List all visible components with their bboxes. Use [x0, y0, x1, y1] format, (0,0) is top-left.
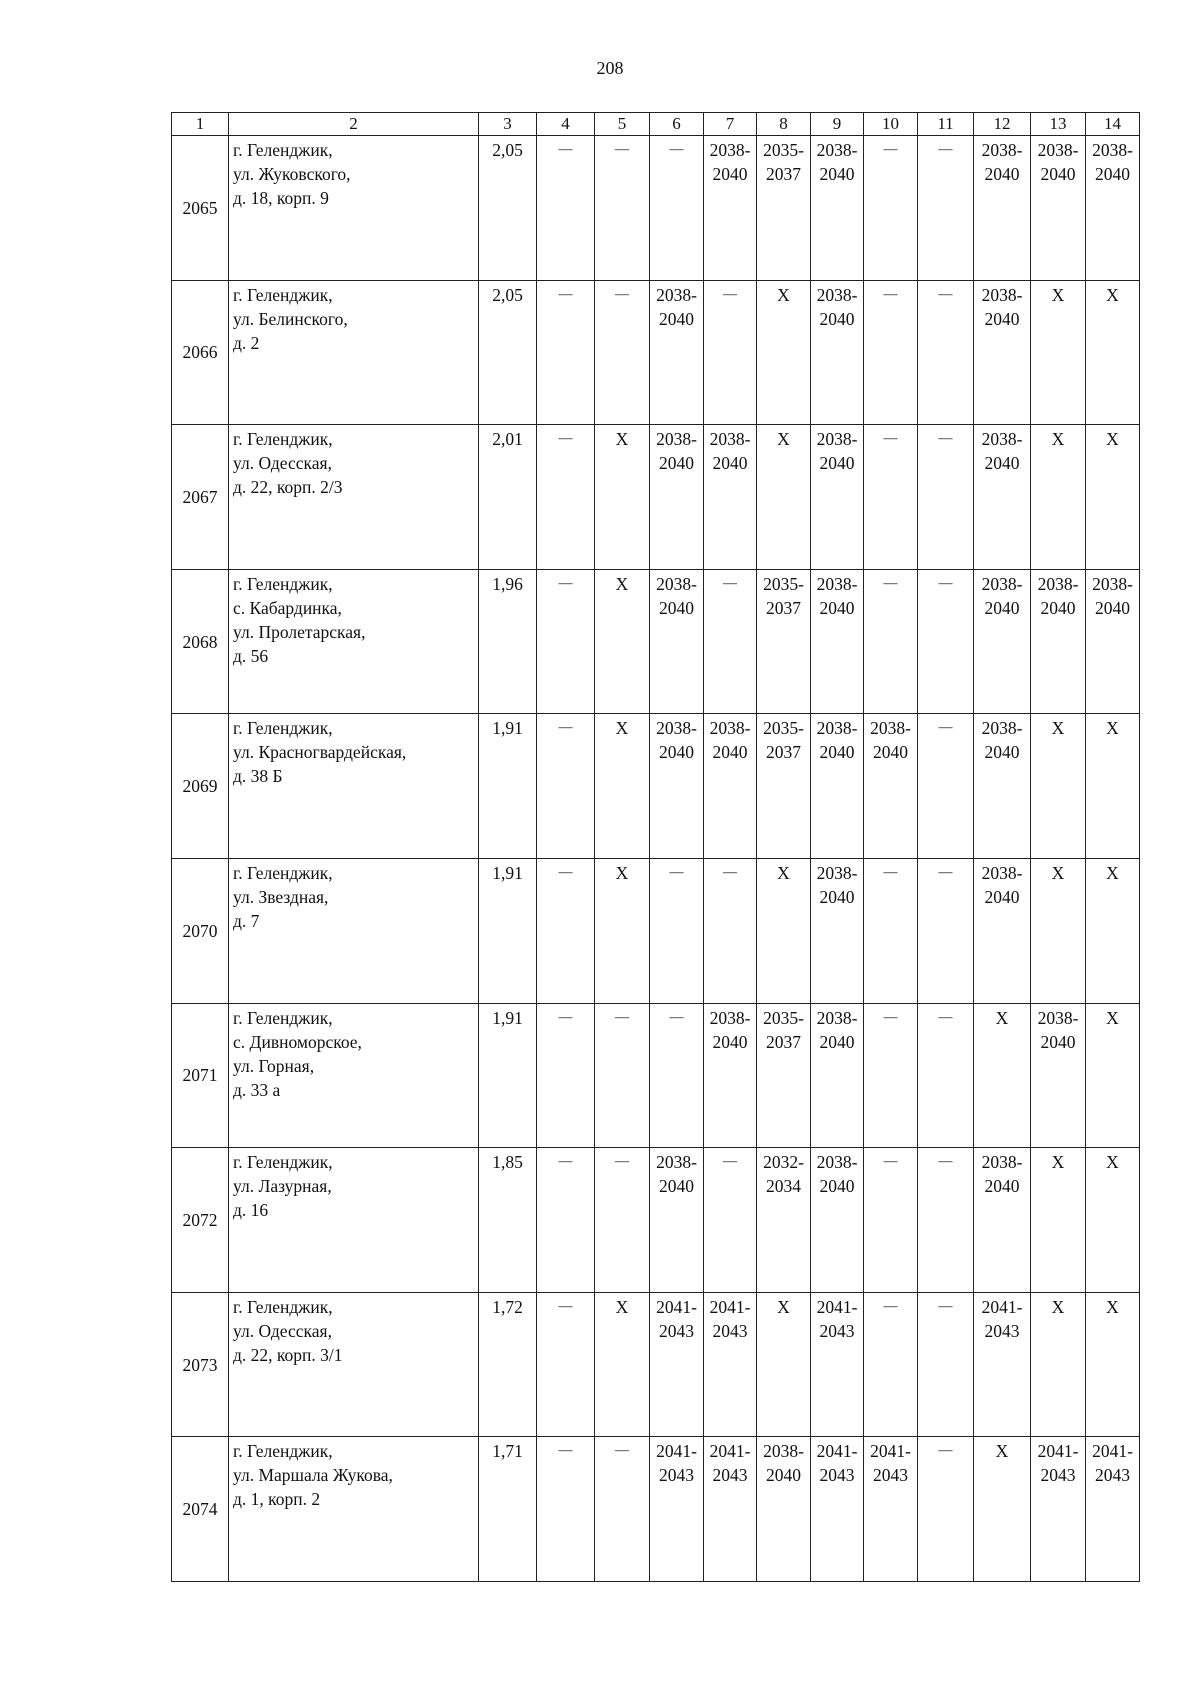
table-row: [172, 1292, 1140, 1437]
table-row: [172, 280, 1140, 425]
cell-col-5: —: [595, 1148, 650, 1293]
table-row: [172, 569, 1140, 714]
cell-col-14: X: [1086, 1148, 1140, 1293]
cell-col-8: 2035- 2037: [757, 569, 811, 714]
cell-col-6: —: [650, 136, 704, 281]
column-header: 3: [479, 113, 537, 136]
cell-col-5: —: [595, 1437, 650, 1582]
cell-col-3: 2,01: [479, 425, 537, 570]
cell-col-7: —: [704, 1148, 757, 1293]
cell-col-10: —: [864, 136, 918, 281]
cell-col-13: X: [1031, 714, 1086, 859]
cell-col-12: X: [974, 1437, 1031, 1582]
column-header: 9: [811, 113, 864, 136]
cell-col-5: X: [595, 858, 650, 1003]
table-row: [172, 136, 1140, 281]
column-header: 1: [172, 113, 229, 136]
cell-col-8: 2035- 2037: [757, 136, 811, 281]
cell-col-5: X: [595, 569, 650, 714]
housing-register-table: [171, 112, 1140, 1582]
cell-col-11: —: [918, 569, 974, 714]
cell-col-3: 1,96: [479, 569, 537, 714]
cell-col-13: X: [1031, 1148, 1086, 1293]
cell-col-4: —: [537, 714, 595, 859]
cell-col-13: X: [1031, 1292, 1086, 1437]
column-header: 11: [918, 113, 974, 136]
cell-col-11: —: [918, 1437, 974, 1582]
cell-col-10: 2041- 2043: [864, 1437, 918, 1582]
cell-col-12: 2038- 2040: [974, 425, 1031, 570]
cell-col-4: —: [537, 1292, 595, 1437]
cell-col-7: 2038- 2040: [704, 714, 757, 859]
row-number: 2070: [172, 858, 229, 1003]
cell-col-12: 2038- 2040: [974, 714, 1031, 859]
cell-col-9: 2038- 2040: [811, 280, 864, 425]
cell-col-10: —: [864, 858, 918, 1003]
cell-col-14: 2038- 2040: [1086, 136, 1140, 281]
address-cell: г. Геленджик, ул. Красногвардейская, д. 38 Б: [229, 714, 479, 859]
column-header: 10: [864, 113, 918, 136]
cell-col-3: 2,05: [479, 280, 537, 425]
cell-col-4: —: [537, 280, 595, 425]
column-header: 12: [974, 113, 1031, 136]
row-number: 2071: [172, 1003, 229, 1148]
cell-col-14: X: [1086, 1292, 1140, 1437]
cell-col-10: —: [864, 1003, 918, 1148]
cell-col-14: 2038- 2040: [1086, 569, 1140, 714]
cell-col-4: —: [537, 569, 595, 714]
cell-col-7: —: [704, 280, 757, 425]
cell-col-6: —: [650, 858, 704, 1003]
column-header: 5: [595, 113, 650, 136]
cell-col-6: 2038- 2040: [650, 425, 704, 570]
cell-col-12: 2038- 2040: [974, 858, 1031, 1003]
cell-col-4: —: [537, 858, 595, 1003]
cell-col-13: X: [1031, 425, 1086, 570]
cell-col-9: 2038- 2040: [811, 1003, 864, 1148]
table-row: [172, 425, 1140, 570]
column-header: 2: [229, 113, 479, 136]
cell-col-11: —: [918, 425, 974, 570]
cell-col-12: X: [974, 1003, 1031, 1148]
address-cell: г. Геленджик, ул. Звездная, д. 7: [229, 858, 479, 1003]
cell-col-7: —: [704, 858, 757, 1003]
cell-col-6: 2038- 2040: [650, 714, 704, 859]
cell-col-10: —: [864, 1148, 918, 1293]
column-header: 7: [704, 113, 757, 136]
row-number: 2066: [172, 280, 229, 425]
cell-col-11: —: [918, 1292, 974, 1437]
cell-col-3: 2,05: [479, 136, 537, 281]
cell-col-4: —: [537, 1148, 595, 1293]
cell-col-12: 2038- 2040: [974, 1148, 1031, 1293]
column-header: 14: [1086, 113, 1140, 136]
cell-col-8: 2035- 2037: [757, 1003, 811, 1148]
address-cell: г. Геленджик, ул. Жуковского, д. 18, корп. 9: [229, 136, 479, 281]
cell-col-4: —: [537, 1437, 595, 1582]
cell-col-6: 2041- 2043: [650, 1292, 704, 1437]
cell-col-8: 2038- 2040: [757, 1437, 811, 1582]
cell-col-6: —: [650, 1003, 704, 1148]
cell-col-10: —: [864, 1292, 918, 1437]
row-number: 2065: [172, 136, 229, 281]
cell-col-10: —: [864, 425, 918, 570]
row-number: 2069: [172, 714, 229, 859]
cell-col-3: 1,91: [479, 858, 537, 1003]
cell-col-8: X: [757, 280, 811, 425]
cell-col-5: X: [595, 1292, 650, 1437]
cell-col-10: —: [864, 280, 918, 425]
column-header: 13: [1031, 113, 1086, 136]
cell-col-13: 2038- 2040: [1031, 1003, 1086, 1148]
cell-col-11: —: [918, 1148, 974, 1293]
cell-col-3: 1,72: [479, 1292, 537, 1437]
cell-col-8: X: [757, 858, 811, 1003]
cell-col-8: X: [757, 425, 811, 570]
address-cell: г. Геленджик, с. Кабардинка, ул. Пролетарская, д. 56: [229, 569, 479, 714]
cell-col-12: 2038- 2040: [974, 136, 1031, 281]
cell-col-9: 2038- 2040: [811, 714, 864, 859]
cell-col-14: X: [1086, 714, 1140, 859]
cell-col-9: 2038- 2040: [811, 858, 864, 1003]
cell-col-14: X: [1086, 1003, 1140, 1148]
cell-col-11: —: [918, 858, 974, 1003]
table-row: [172, 1437, 1140, 1582]
cell-col-7: 2038- 2040: [704, 1003, 757, 1148]
cell-col-11: —: [918, 714, 974, 859]
cell-col-11: —: [918, 1003, 974, 1148]
table-row: [172, 858, 1140, 1003]
cell-col-11: —: [918, 136, 974, 281]
cell-col-8: 2035- 2037: [757, 714, 811, 859]
cell-col-10: 2038- 2040: [864, 714, 918, 859]
column-header-row: [172, 113, 1140, 136]
cell-col-6: 2038- 2040: [650, 280, 704, 425]
page-number: 208: [596, 58, 624, 78]
cell-col-6: 2038- 2040: [650, 1148, 704, 1293]
cell-col-5: X: [595, 714, 650, 859]
cell-col-4: —: [537, 425, 595, 570]
cell-col-7: 2041- 2043: [704, 1292, 757, 1437]
cell-col-9: 2038- 2040: [811, 425, 864, 570]
cell-col-14: X: [1086, 425, 1140, 570]
row-number: 2067: [172, 425, 229, 570]
table-row: [172, 1003, 1140, 1148]
row-number: 2072: [172, 1148, 229, 1293]
cell-col-7: 2038- 2040: [704, 136, 757, 281]
cell-col-14: X: [1086, 858, 1140, 1003]
cell-col-13: 2038- 2040: [1031, 569, 1086, 714]
cell-col-3: 1,71: [479, 1437, 537, 1582]
cell-col-13: X: [1031, 280, 1086, 425]
cell-col-8: X: [757, 1292, 811, 1437]
cell-col-14: X: [1086, 280, 1140, 425]
column-header: 8: [757, 113, 811, 136]
cell-col-7: 2041- 2043: [704, 1437, 757, 1582]
cell-col-13: 2041- 2043: [1031, 1437, 1086, 1582]
cell-col-10: —: [864, 569, 918, 714]
cell-col-12: 2038- 2040: [974, 280, 1031, 425]
row-number: 2074: [172, 1437, 229, 1582]
cell-col-6: 2038- 2040: [650, 569, 704, 714]
cell-col-5: —: [595, 1003, 650, 1148]
cell-col-9: 2041- 2043: [811, 1437, 864, 1582]
cell-col-5: —: [595, 280, 650, 425]
cell-col-4: —: [537, 136, 595, 281]
cell-col-13: 2038- 2040: [1031, 136, 1086, 281]
cell-col-5: X: [595, 425, 650, 570]
address-cell: г. Геленджик, ул. Лазурная, д. 16: [229, 1148, 479, 1293]
address-cell: г. Геленджик, ул. Одесская, д. 22, корп. 2/3: [229, 425, 479, 570]
column-header: 4: [537, 113, 595, 136]
address-cell: г. Геленджик, ул. Белинского, д. 2: [229, 280, 479, 425]
row-number: 2068: [172, 569, 229, 714]
cell-col-9: 2038- 2040: [811, 569, 864, 714]
cell-col-12: 2041- 2043: [974, 1292, 1031, 1437]
row-number: 2073: [172, 1292, 229, 1437]
cell-col-4: —: [537, 1003, 595, 1148]
address-cell: г. Геленджик, с. Дивноморское, ул. Горная, д. 33 а: [229, 1003, 479, 1148]
cell-col-7: —: [704, 569, 757, 714]
address-cell: г. Геленджик, ул. Одесская, д. 22, корп. 3/1: [229, 1292, 479, 1437]
cell-col-14: 2041- 2043: [1086, 1437, 1140, 1582]
table-row: [172, 714, 1140, 859]
cell-col-5: —: [595, 136, 650, 281]
cell-col-8: 2032- 2034: [757, 1148, 811, 1293]
cell-col-3: 1,91: [479, 714, 537, 859]
cell-col-9: 2038- 2040: [811, 136, 864, 281]
cell-col-11: —: [918, 280, 974, 425]
address-cell: г. Геленджик, ул. Маршала Жукова, д. 1, корп. 2: [229, 1437, 479, 1582]
cell-col-13: X: [1031, 858, 1086, 1003]
table-row: [172, 1148, 1140, 1293]
column-header: 6: [650, 113, 704, 136]
cell-col-12: 2038- 2040: [974, 569, 1031, 714]
cell-col-9: 2038- 2040: [811, 1148, 864, 1293]
cell-col-3: 1,85: [479, 1148, 537, 1293]
cell-col-7: 2038- 2040: [704, 425, 757, 570]
cell-col-9: 2041- 2043: [811, 1292, 864, 1437]
cell-col-6: 2041- 2043: [650, 1437, 704, 1582]
cell-col-3: 1,91: [479, 1003, 537, 1148]
